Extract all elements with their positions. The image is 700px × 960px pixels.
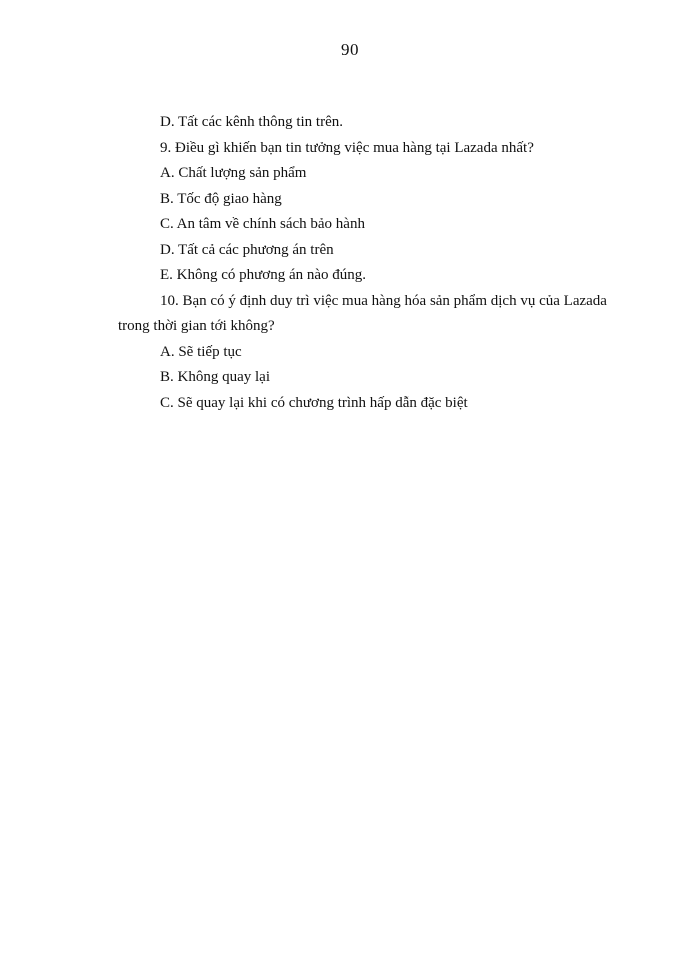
question-10-line-2: trong thời gian tới không?: [118, 318, 275, 334]
q9-option-c: C. An tâm về chính sách bảo hành: [160, 216, 365, 232]
option-d-previous: D. Tất các kênh thông tin trên.: [160, 114, 344, 130]
q9-option-b: B. Tốc độ giao hàng: [160, 190, 282, 207]
survey-content: [118, 110, 607, 416]
question-9: 9. Điều gì khiến bạn tin tưởng việc mua hàng tại Lazada nhất?: [160, 139, 534, 156]
q9-option-a: A. Chất lượng sản phẩm: [160, 165, 307, 181]
q9-option-e: E. Không có phương án nào đúng.: [160, 267, 367, 283]
q10-option-b: B. Không quay lại: [160, 369, 270, 385]
page-number: 90: [341, 40, 359, 59]
question-10-line-1: 10. Bạn có ý định duy trì việc mua hàng hóa sản phẩm dịch vụ của Lazada: [160, 292, 607, 309]
q9-option-d: D. Tất cả các phương án trên: [160, 241, 334, 258]
q10-option-c: C. Sẽ quay lại khi có chương trình hấp dẫn đặc biệt: [160, 394, 468, 411]
q10-option-a: A. Sẽ tiếp tục: [160, 343, 242, 360]
